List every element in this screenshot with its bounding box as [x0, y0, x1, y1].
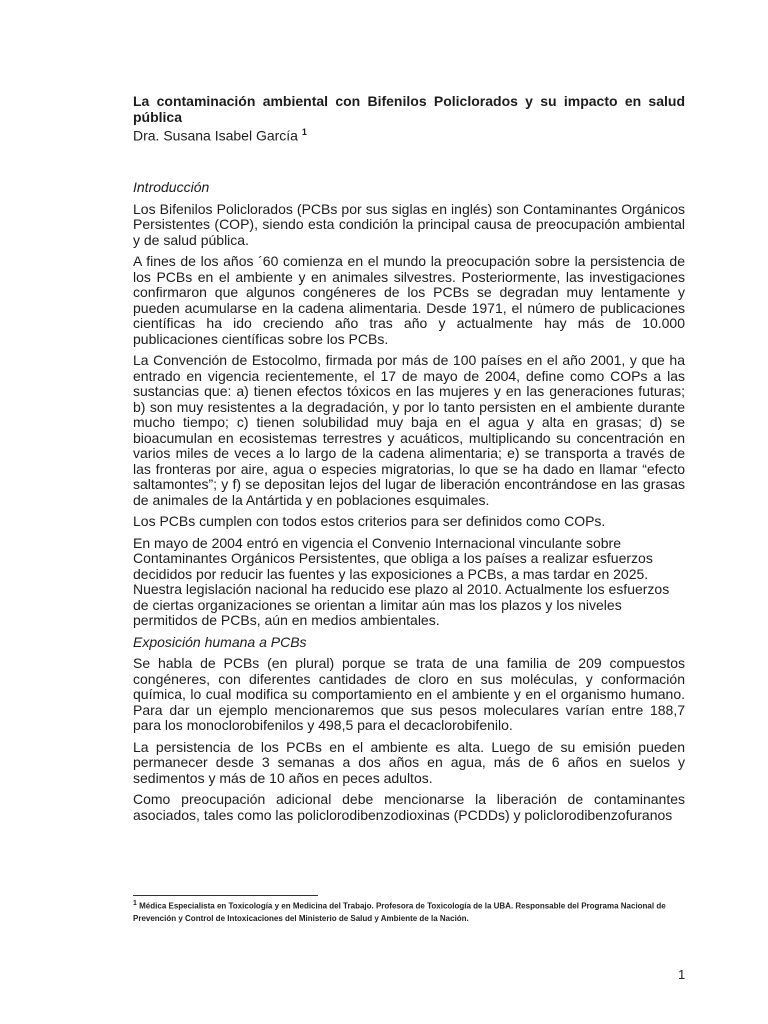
page-number: 1	[678, 967, 686, 982]
paragraph: A fines de los años ´60 comienza en el mundo la preocupación sobre la persistencia de los PCBs en el ambiente y en animales silvestres. Posteriormente, las investigaciones confirmaron que algunos congéneres de los PCBs se degradan muy lentamente y pueden acumularse en la cadena alimentaria. Desde 1971, el número de publicaciones científicas ha ido creciendo año tras año y actualmente hay más de 10.000 publicaciones científicas sobre los PCBs.	[133, 253, 685, 347]
section-heading-exposicion: Exposición humana a PCBs	[133, 633, 307, 650]
footnote-text: Médica Especialista en Toxicología y en Medicina del Trabajo. Profesora de Toxicología de la UBA. Responsable del Programa Nacional de Prevención y Control de Intoxicaciones del Ministerio de Salud y Ambiente de la Nación.	[133, 901, 666, 923]
paragraph: Los Bifenilos Policlorados (PCBs por sus siglas en inglés) son Contaminantes Orgánicos Persistentes (COP), siendo esta condición la principal causa de preocupación ambiental y de salud pública.	[133, 200, 685, 248]
paragraph: La Convención de Estocolmo, firmada por más de 100 países en el año 2001, y que ha entrado en vigencia recientemente, el 17 de mayo de 2004, define como COPs a las sustancias que: a) tienen efectos tóxicos en las mujeres y en las generaciones futuras; b) son muy resistentes a la degradación, y por lo tanto persisten en el ambiente durante mucho tiempo; c) tienen solubilidad muy baja en el agua y alta en grasas; d) se bioacumulan en ecosistemas terrestres y acuáticos, multiplicando su concentración en varios miles de veces a lo largo de la cadena alimentaria; e) se transporta a través de las fronteras por aire, agua o especies migratorias, lo que se ha dado en llamar “efecto saltamontes”; y f) se depositan lejos del lugar de liberación encontrándose en las grasas de animales de la Antártida y en poblaciones esquimales.	[133, 352, 685, 508]
footnote-marker: 1	[133, 900, 137, 907]
footnote	[133, 898, 685, 925]
section-heading-introduccion: Introducción	[133, 179, 210, 196]
author-name: Dra. Susana Isabel García	[133, 127, 298, 144]
document-title: La contaminación ambiental con Bifenilos Policlorados y su impacto en salud pública	[133, 93, 685, 125]
paragraph: Se habla de PCBs (en plural) porque se trata de una familia de 209 compuestos congéneres, con diferentes cantidades de cloro en sus moléculas, y conformación química, lo cual modifica su comportamiento en el ambiente y en el organismo humano. Para dar un ejemplo mencionaremos que sus pesos moleculares varían entre 188,7 para los monoclorobifenilos y 498,5 para el decaclorobifenilo.	[133, 655, 685, 734]
author-footnote-marker: 1	[301, 127, 307, 137]
paragraph: La persistencia de los PCBs en el ambiente es alta. Luego de su emisión pueden permanecer desde 3 semanas a dos años en agua, más de 6 años en suelos y sedimentos y más de 10 años en peces adultos.	[133, 738, 685, 786]
paragraph: En mayo de 2004 entró en vigencia el Convenio Internacional vinculante sobre Contaminantes Orgánicos Persistentes, que obliga a los países a realizar esfuerzos decididos por reducir las fuentes y las exposiciones a PCBs, a mas tardar en 2025. Nuestra legislación nacional ha reducido ese plazo al 2010. Actualmente los esfuerzos de ciertas organizaciones se orientan a limitar aún mas los plazos y los niveles permitidos de PCBs, aún en medios ambientales.	[133, 534, 670, 629]
paragraph: Los PCBs cumplen con todos estos criterios para ser definidos como COPs.	[133, 513, 606, 530]
author-line	[133, 125, 685, 144]
paragraph: Como preocupación adicional debe mencionarse la liberación de contaminantes asociados, tales como las policlorodibenzodioxinas (PCDDs) y policlorodibenzofuranos	[133, 791, 685, 823]
document-body	[133, 94, 685, 829]
footnote-divider	[133, 895, 318, 896]
